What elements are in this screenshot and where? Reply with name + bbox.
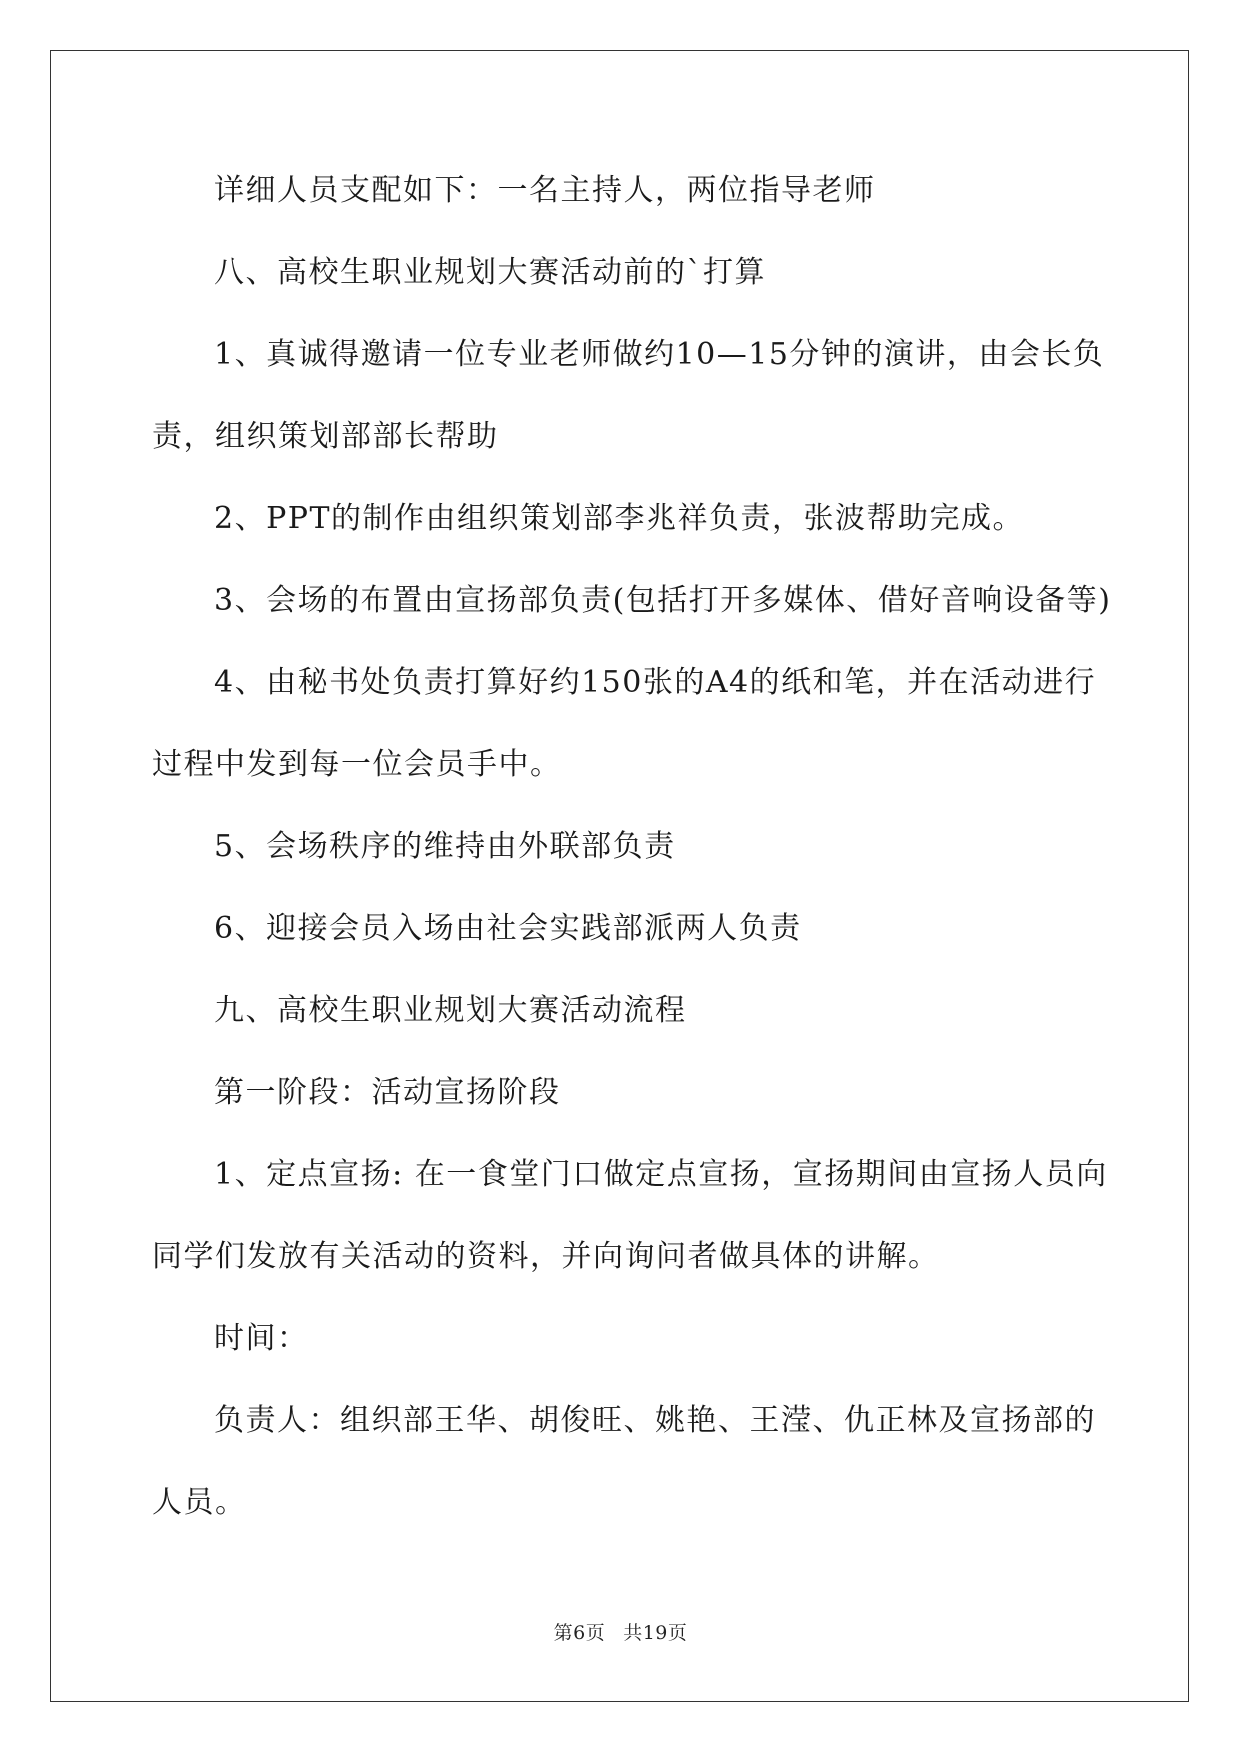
paragraph-line: 3、会场的布置由宣扬部负责(包括打开多媒体、借好音响设备等) [214,583,1112,618]
paragraph-line: 5、会场秩序的维持由外联部负责 [214,829,676,864]
paragraph-line: 过程中发到每一位会员手中。 [152,747,562,782]
paragraph-line: 时间： [214,1321,309,1356]
paragraph-line: 同学们发放有关活动的资料，并向询问者做具体的讲解。 [152,1239,940,1274]
section-heading: 九、高校生职业规划大赛活动流程 [214,993,687,1028]
subsection-heading: 第一阶段：活动宣扬阶段 [214,1075,561,1110]
document-body [152,150,1112,1544]
paragraph-line: 2、PPT的制作由组织策划部李兆祥负责，张波帮助完成。 [214,501,1024,536]
page-footer [0,1618,1241,1645]
paragraph-line: 4、由秘书处负责打算好约150张的A4的纸和笔，并在活动进行 [214,665,1097,700]
paragraph-line: 6、迎接会员入场由社会实践部派两人负责 [214,911,802,946]
section-heading: 八、高校生职业规划大赛活动前的`打算 [214,255,766,290]
current-page-number: 第6页 [553,1622,606,1644]
paragraph-line: 人员。 [152,1485,247,1520]
paragraph-line: 负责人：组织部王华、胡俊旺、姚艳、王滢、仇正林及宣扬部的 [214,1403,1096,1438]
total-page-count: 共19页 [623,1622,688,1644]
paragraph-line: 1、真诚得邀请一位专业老师做约10—15分钟的演讲，由会长负 [214,337,1105,372]
paragraph-line: 详细人员支配如下：一名主持人，两位指导老师 [214,173,876,208]
paragraph-line: 1、定点宣扬: 在一食堂门口做定点宣扬，宣扬期间由宣扬人员向 [214,1157,1108,1192]
paragraph-line: 责，组织策划部部长帮助 [152,419,499,454]
